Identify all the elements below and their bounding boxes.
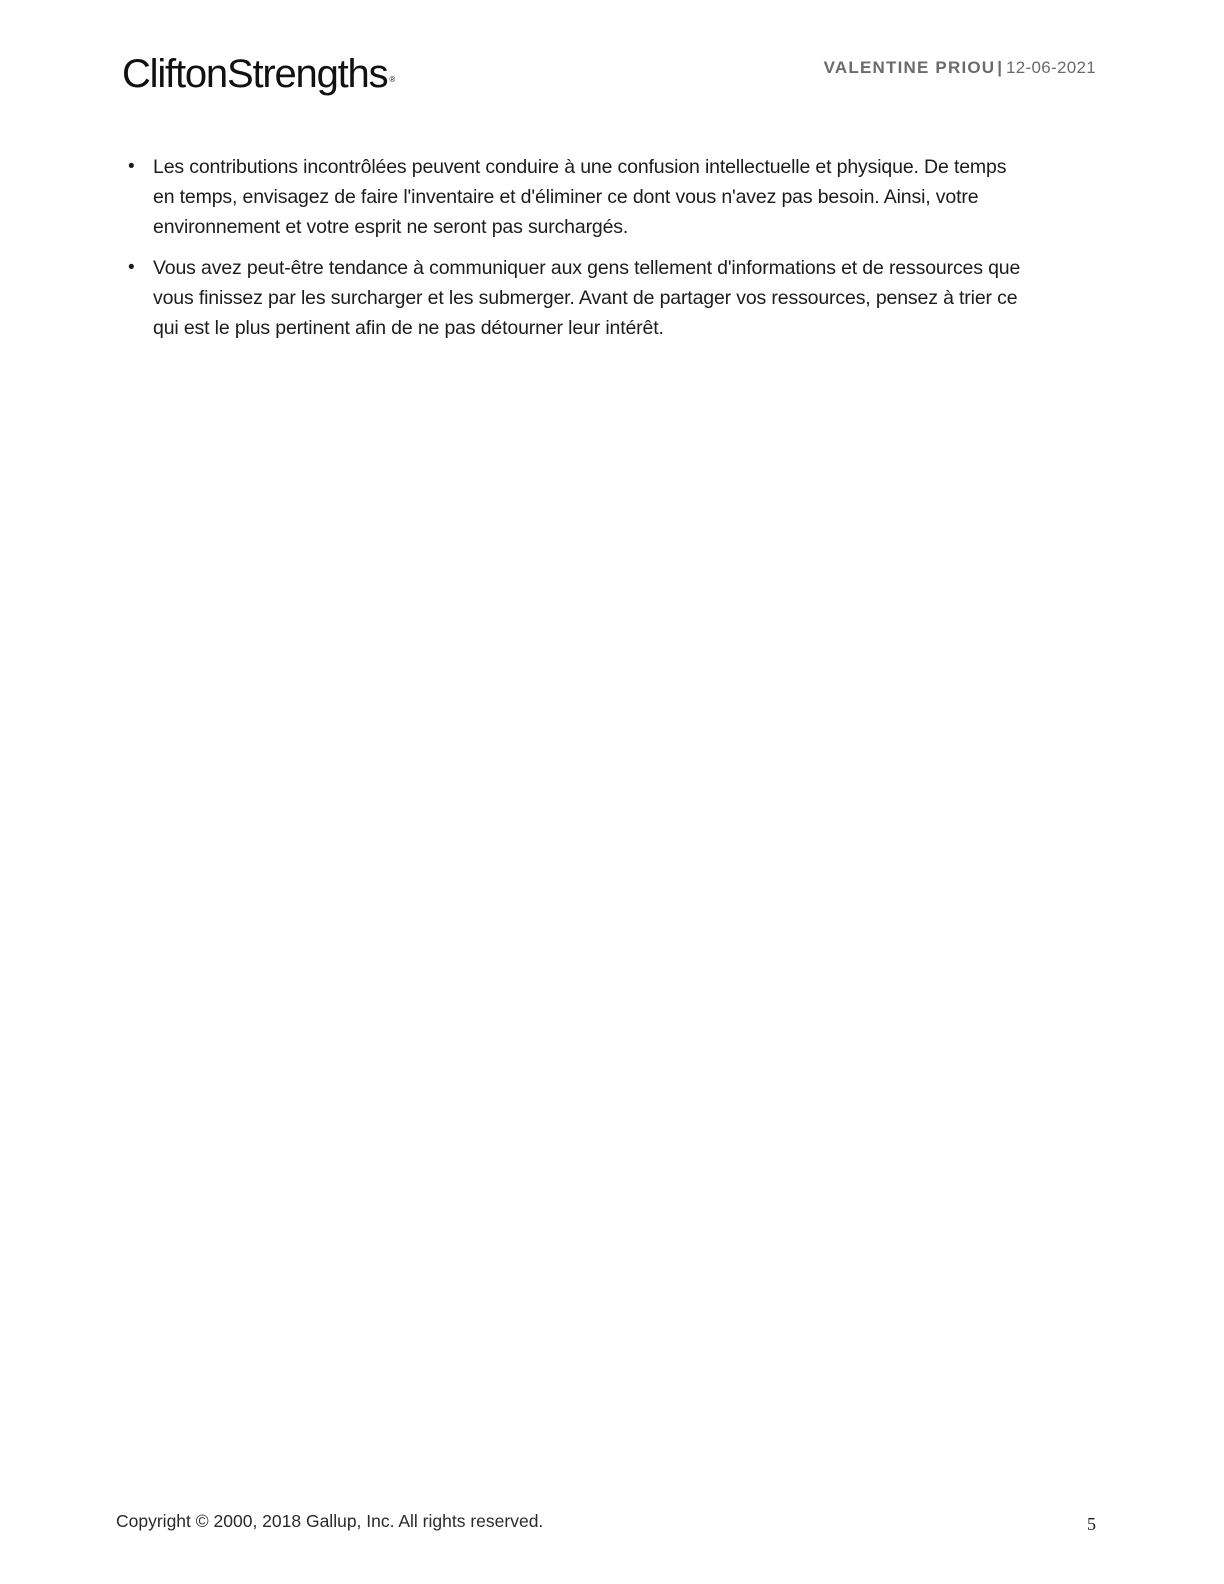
- bullet-icon: •: [128, 257, 135, 278]
- main-content: [126, 152, 1026, 354]
- report-date: 12-06-2021: [1006, 58, 1096, 77]
- logo-text: CliftonStrengths: [122, 52, 388, 96]
- list-item: [126, 253, 1026, 343]
- bullet-text: Vous avez peut-être tendance à communiquer aux gens tellement d'informations et de ressources que vous finissez par les surcharger et les submerger. Avant de partager vos ressources, pensez à trier ce qui est le plus pertinent afin de ne pas détourner leur intérêt.: [153, 257, 1021, 339]
- registered-mark: ®: [389, 75, 396, 84]
- bullet-list: [126, 152, 1026, 343]
- list-item: [126, 152, 1026, 242]
- report-header-info: [824, 58, 1096, 78]
- header-separator: |: [997, 58, 1003, 77]
- page-number: 5: [1087, 1514, 1096, 1534]
- bullet-text: Les contributions incontrôlées peuvent conduire à une confusion intellectuelle et physique. De temps en temps, envisagez de faire l'inventaire et d'éliminer ce dont vous n'avez pas besoin. Ainsi, votre environnement et votre esprit ne seront pas surchargés.: [153, 156, 1007, 238]
- user-name: VALENTINE PRIOU: [823, 58, 996, 77]
- cliftonstrengths-logo: [122, 50, 395, 98]
- bullet-icon: •: [128, 156, 135, 177]
- copyright-notice: Copyright © 2000, 2018 Gallup, Inc. All rights reserved.: [116, 1511, 544, 1531]
